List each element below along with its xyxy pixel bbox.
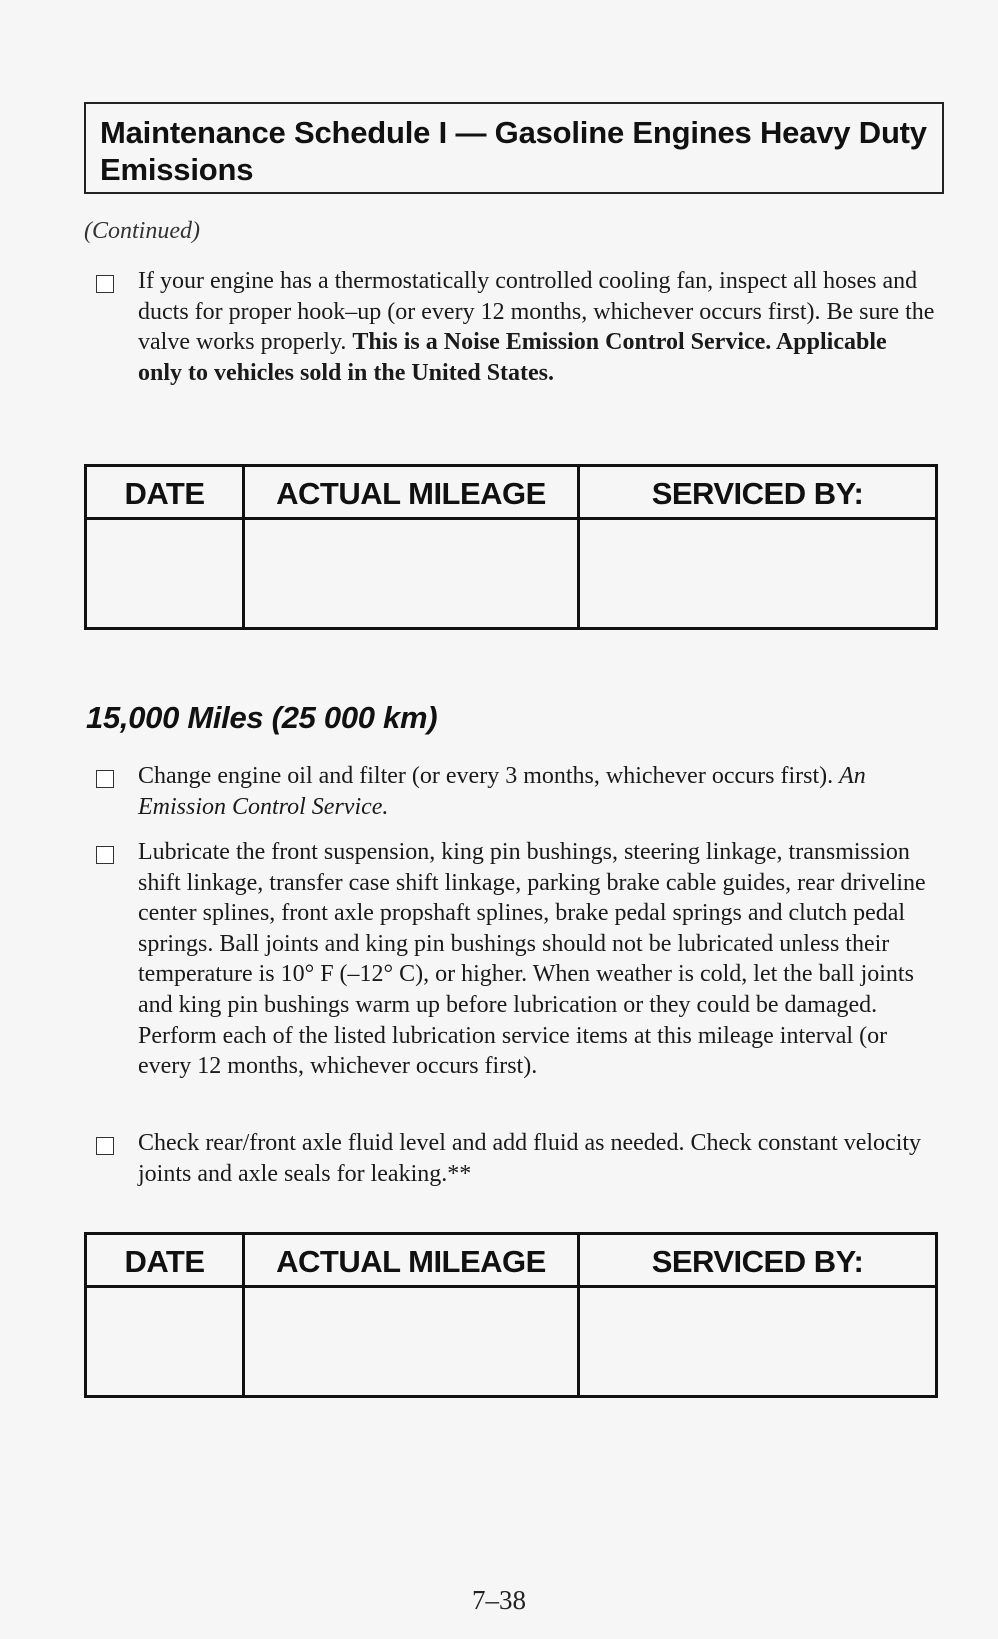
checkbox[interactable]: [96, 1137, 114, 1155]
checklist-item-cooling-fan: [96, 266, 936, 388]
column-header-mileage: ACTUAL MILEAGE: [276, 1244, 546, 1279]
checkbox[interactable]: [96, 275, 114, 293]
item-text: Check rear/front axle fluid level and add fluid as needed. Check constant velocity joints and axle seals for leaking.**: [138, 1130, 922, 1187]
page-title: Maintenance Schedule I — Gasoline Engines Heavy Duty Emissions: [100, 115, 927, 187]
item-text: If your engine has a thermostatically controlled cooling fan, inspect all hoses and ducts for proper hook–up (or every 12 months, whichever occurs first). Be sure the valve works properly. This is a Noise Emission Control Service. Applicable only to vehicles sold in the United States.: [138, 268, 935, 386]
serviced-by-entry-cell[interactable]: [580, 520, 935, 627]
checkbox[interactable]: [96, 770, 114, 788]
continued-label: (Continued): [84, 218, 200, 244]
checklist-item-lubrication: [96, 837, 936, 1082]
section-heading: 15,000 Miles (25 000 km): [86, 700, 438, 735]
page-number: 7–38: [472, 1585, 526, 1615]
column-header-serviced-by: SERVICED BY:: [651, 476, 864, 511]
column-header-date: DATE: [124, 1244, 205, 1279]
item-text: Lubricate the front suspension, king pin bushings, steering linkage, transmission shift linkage, transfer case shift linkage, parking brake cable guides, rear driveline center splines, front axle propshaft splines, brake pedal springs and clutch pedal springs. Ball joints and king pin bushings should not be lubricated unless their temperature is 10° F (–12° C), or higher. When weather is cold, let the ball joints and king pin bushings warm up before lubrication or they could be damaged. Perform each of the listed lubrication service items at this mileage interval (or every 12 months, whichever occurs first).: [138, 839, 926, 1080]
column-header-date: DATE: [124, 476, 205, 511]
date-entry-cell[interactable]: [87, 520, 242, 627]
serviced-by-entry-cell[interactable]: [580, 1288, 935, 1395]
column-header-serviced-by: SERVICED BY:: [651, 1244, 864, 1279]
item-italic-note: An Emission Control Service.: [138, 763, 866, 820]
checklist-item-axle-fluid: [96, 1128, 936, 1189]
checkbox[interactable]: [96, 846, 114, 864]
mileage-entry-cell[interactable]: [245, 520, 577, 627]
service-log-table: [84, 1232, 938, 1398]
mileage-entry-cell[interactable]: [245, 1288, 577, 1395]
date-entry-cell[interactable]: [87, 1288, 242, 1395]
column-header-mileage: ACTUAL MILEAGE: [276, 476, 546, 511]
item-bold-note: This is a Noise Emission Control Service. Applicable only to vehicles sold in the United States.: [138, 329, 887, 386]
service-log-table: [84, 464, 938, 630]
checklist-item-oil-change: [96, 761, 936, 822]
item-text: Change engine oil and filter (or every 3 months, whichever occurs first). An Emission Control Service.: [138, 763, 866, 820]
title-box: [84, 102, 944, 194]
